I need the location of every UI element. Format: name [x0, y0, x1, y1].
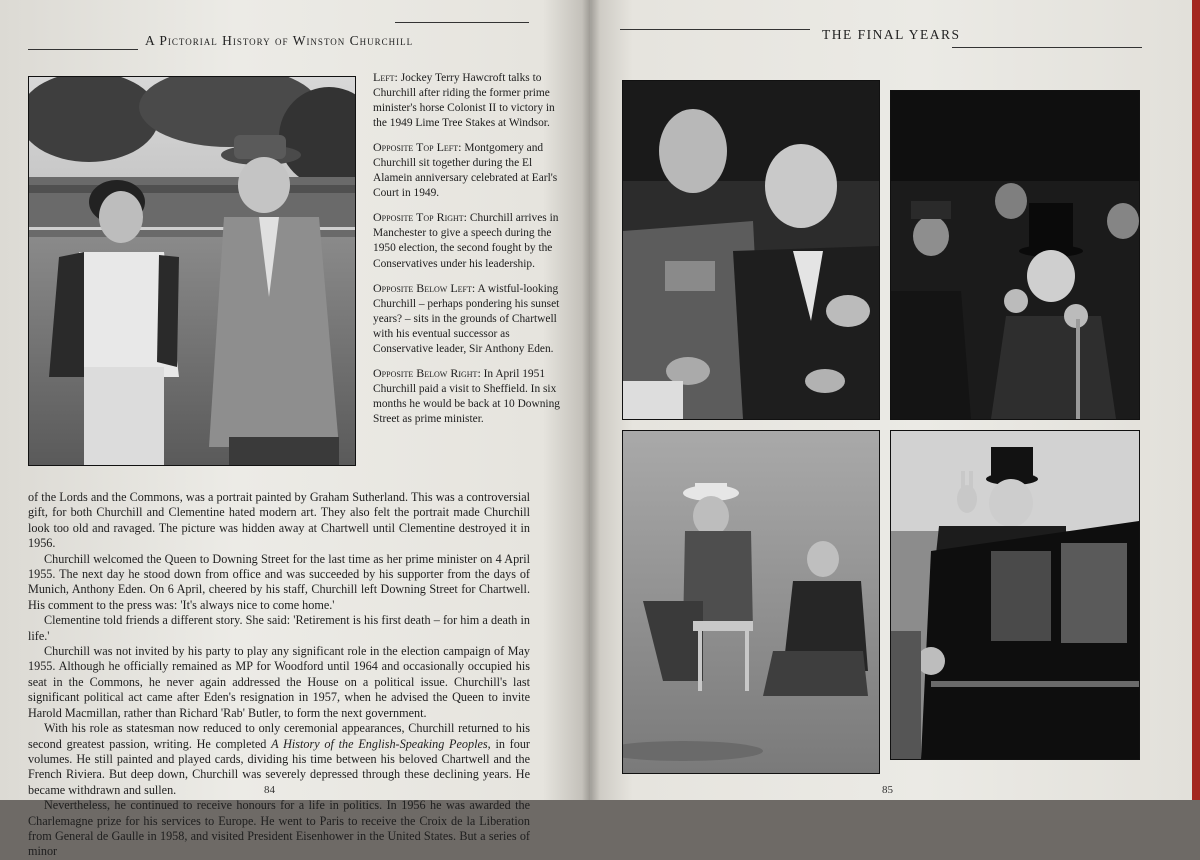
running-head-left: A Pictorial History of Winston Churchill [145, 33, 414, 48]
body-paragraph: Churchill was not invited by his party to play any significant role in the election campaign of May 1955. Although he officially remained as MP for Woodford until 1964 and occasionally occupied his seat in the Commons, he never again addressed the House on a political issue. Churchill's last significant political act came after Eden's resignation in 1957, when he advised the Queen to invite Harold Macmillan, rather than Richard 'Rab' Butler, to form the next government. [28, 644, 530, 720]
body-paragraph: Churchill welcomed the Queen to Downing Street for the last time as her prime minister on 4 April 1955. The next day he stood down from office and was succeeded by his supporter from the days of Munich, Anthony Eden. On 6 April, cheered by his staff, Churchill left Downing Street for Chartwell. His comment to the press was: 'It's always nice to come home.' [28, 551, 530, 612]
photo-churchill-manchester [890, 90, 1140, 420]
left-page [0, 0, 590, 859]
body-text [28, 490, 530, 860]
photo-churchill-and-eden-chartwell [622, 430, 880, 774]
book-title: A History of the English-Speaking Peoples [271, 736, 488, 751]
caption-opposite-top-right: Opposite Top Right: Churchill arrives in Manchester to give a speech during the 1950 election, the second fought by the Conservatives under his leadership. [373, 210, 559, 270]
header-rule-left-2 [395, 22, 529, 23]
caption-opposite-below-left: Opposite Below Left: A wistful-looking Churchill – perhaps pondering his sunset years? – sits in the grounds of Chartwell with his eventual successor as Conservative leader, Sir Anthony Eden. [373, 280, 560, 355]
page-number-right: 85 [882, 784, 893, 796]
caption-left: Left: Jockey Terry Hawcroft talks to Churchill after riding the former prime minister's horse Colonist II to victory in the 1949 Lime Tree Stakes at Windsor. [373, 70, 555, 130]
photo-montgomery-and-churchill [622, 80, 880, 420]
header-rule-right-a [620, 29, 810, 30]
page-number-left: 84 [264, 784, 275, 796]
photo-jockey-and-churchill [28, 76, 356, 466]
header-rule-right-b [952, 47, 1142, 48]
header-rule-left [28, 49, 138, 50]
body-paragraph: Nevertheless, he continued to receive honours for a life in politics. In 1956 he was awarded the Charlemagne prize for his services to Europe. He went to Paris to receive the Croix de la Liberation from General de Gaulle in 1958, and visited President Eisenhower in the United States. But a series of minor [28, 798, 530, 859]
body-paragraph: With his role as statesman now reduced to only ceremonial appearances, Churchill returned to his second greatest passion, writing. He completed A History of the English-Speaking Peoples, in four volumes. He still painted and played cards, dividing his time between his beloved Chartwell and the French Riviera. But deep down, Churchill was severely depressed through these declining years. He became withdrawn and sullen. [28, 721, 530, 797]
book-gutter [582, 0, 600, 800]
body-paragraph: Clementine told friends a different story. She said: 'Retirement is his first death – for him a death in life.' [28, 613, 530, 643]
caption-column [373, 70, 563, 436]
photo-churchill-sheffield [890, 430, 1140, 760]
right-page [590, 0, 1196, 800]
body-paragraph: of the Lords and the Commons, was a portrait painted by Graham Sutherland. This was a controversial gift, for both Churchill and Clementine hated modern art. They also felt the portrait made Churchill look too old and ravaged. The picture was hidden away at Chartwell until Clementine destroyed it in 1956. [28, 490, 530, 551]
running-head-right: THE FINAL YEARS [822, 27, 961, 42]
caption-opposite-below-right: Opposite Below Right: In April 1951 Churchill paid a visit to Sheffield. In six months he would be back at 10 Downing Street as prime minister. [373, 365, 560, 425]
cover-edge [1192, 0, 1200, 800]
caption-opposite-top-left: Opposite Top Left: Montgomery and Churchill sit together during the El Alamein anniversary celebrated at Earl's Court in 1949. [373, 140, 558, 200]
